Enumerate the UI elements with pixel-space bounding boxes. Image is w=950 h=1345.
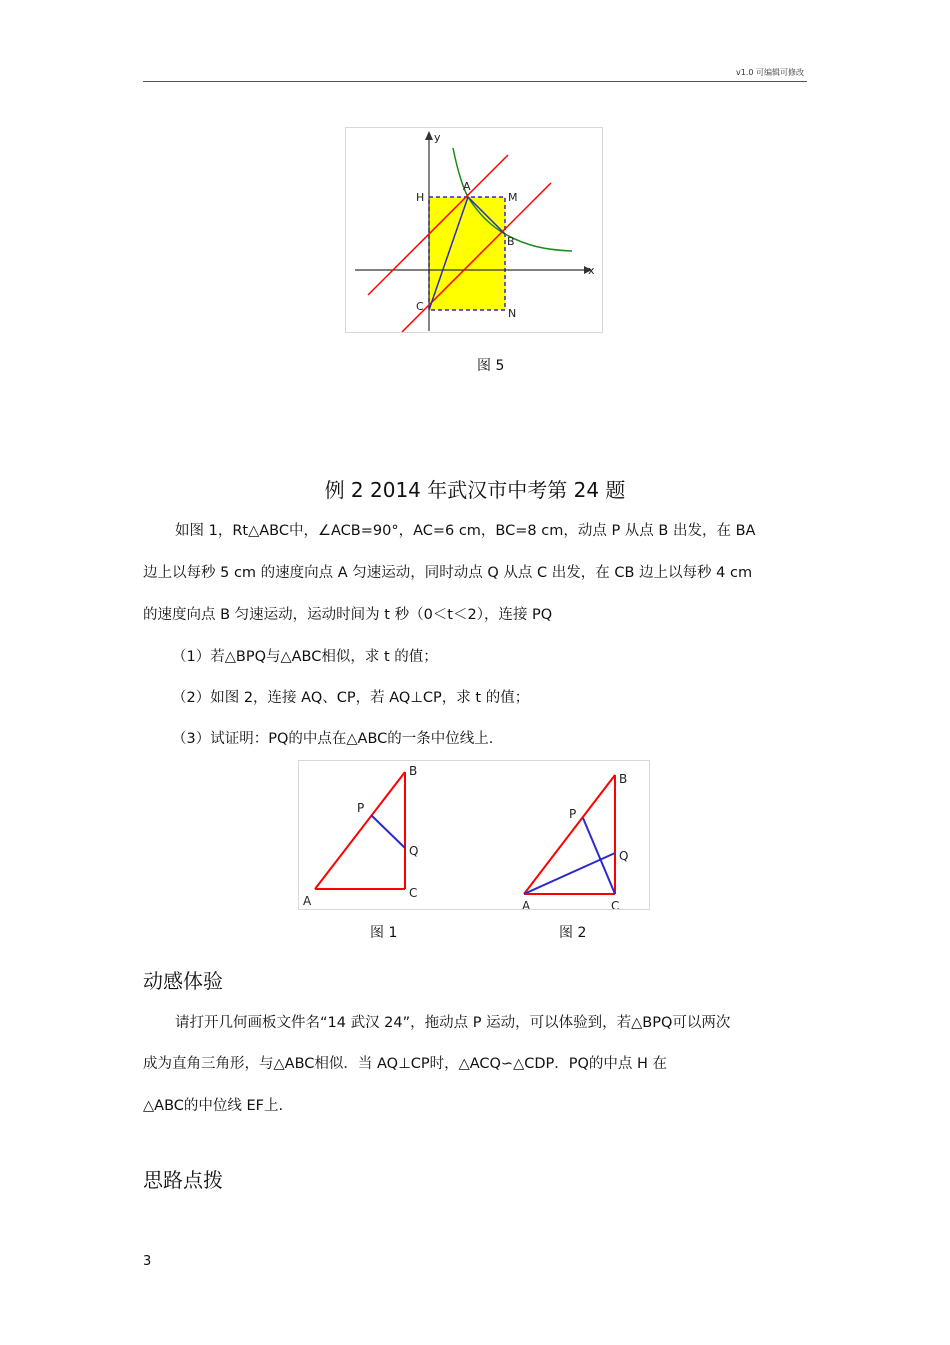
experience-line-3: △ABC的中位线 EF上. bbox=[143, 1098, 284, 1114]
fig1-label-c: C bbox=[409, 886, 418, 900]
page-number: 3 bbox=[143, 1254, 152, 1269]
label-a: A bbox=[463, 180, 471, 193]
fig2-label-a: A bbox=[522, 899, 531, 909]
figure-5 bbox=[345, 127, 603, 333]
problem-line-1: 如图 1，Rt△ABC中，∠ACB=90°，AC=6 cm，BC=8 cm，动点 P 从点 B 出发，在 BA bbox=[175, 523, 756, 539]
fig2-label-p: P bbox=[569, 807, 577, 821]
fig1-label-b: B bbox=[409, 764, 418, 778]
label-m: M bbox=[508, 191, 518, 204]
figure-2-caption: 图 2 bbox=[559, 925, 587, 941]
fig1-label-q: Q bbox=[409, 844, 419, 858]
fig2-side-ab bbox=[524, 775, 615, 894]
heading-dynamic-experience: 动感体验 bbox=[143, 969, 223, 993]
question-2: （2）如图 2，连接 AQ、CP，若 AQ⊥CP，求 t 的值； bbox=[172, 690, 530, 706]
figures-1-2 bbox=[298, 760, 650, 910]
question-3: （3）试证明：PQ的中点在△ABC的一条中位线上. bbox=[172, 731, 494, 747]
figure-1-caption: 图 1 bbox=[370, 925, 398, 941]
heading-solution-hints: 思路点拨 bbox=[143, 1168, 223, 1192]
label-n: N bbox=[508, 307, 517, 320]
label-x: x bbox=[588, 264, 595, 277]
fig2-label-q: Q bbox=[619, 849, 629, 863]
y-axis-arrow bbox=[425, 131, 433, 140]
fig1-label-p: P bbox=[357, 801, 365, 815]
fig2-label-c: C bbox=[611, 899, 620, 909]
figure-5-caption: 图 5 bbox=[477, 358, 505, 374]
label-y: y bbox=[434, 131, 441, 144]
fig1-side-ab bbox=[315, 772, 405, 889]
fig1-segment-pq bbox=[371, 815, 405, 848]
label-h: H bbox=[416, 191, 425, 204]
label-b: B bbox=[507, 235, 515, 248]
example-title: 例 2 2014 年武汉市中考第 24 题 bbox=[324, 478, 626, 502]
question-1: （1）若△BPQ与△ABC相似，求 t 的值； bbox=[172, 649, 438, 665]
experience-line-1: 请打开几何画板文件名“14 武汉 24”，拖动点 P 运动，可以体验到，若△BPQ可以两次 bbox=[175, 1015, 731, 1031]
page-header: v1.0 可编辑可修改 bbox=[736, 68, 804, 77]
label-c: C bbox=[416, 300, 424, 313]
experience-line-2: 成为直角三角形，与△ABC相似．当 AQ⊥CP时，△ACQ∽△CDP．PQ的中点 H 在 bbox=[143, 1056, 668, 1072]
header-rule bbox=[143, 81, 807, 82]
problem-line-2: 边上以每秒 5 cm 的速度向点 A 匀速运动，同时动点 Q 从点 C 出发，在 CB 边上以每秒 4 cm bbox=[143, 565, 753, 581]
fig2-label-b: B bbox=[619, 772, 628, 786]
problem-line-3: 的速度向点 B 匀速运动，运动时间为 t 秒（0＜t＜2），连接 PQ bbox=[143, 607, 553, 623]
fig1-label-a: A bbox=[303, 894, 312, 908]
